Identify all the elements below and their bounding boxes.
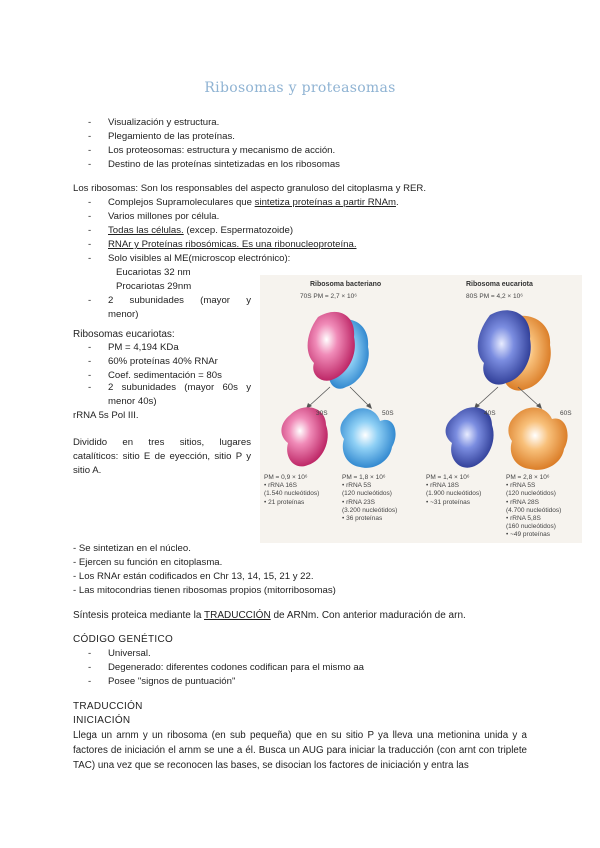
ribosomes-list (108, 196, 399, 266)
fact-item: - Las mitocondrias tienen ribosomas propios (mitorribosomas) (73, 585, 336, 596)
sites-line3: sitio A. (73, 465, 102, 476)
list-item: - Posee "signos de puntuación" (108, 675, 364, 689)
ribosomes-item3-underlined: Todas las células. (108, 225, 184, 236)
facts-list (73, 542, 336, 598)
label-60s: 60S (560, 410, 572, 417)
detail-line: (4.700 nucleótidos) (506, 506, 562, 514)
list-item (108, 238, 399, 252)
translation-heading: TRADUCCIÓN (73, 701, 143, 712)
sites-line1: Dividido en tres sitios, lugares (73, 437, 251, 448)
detail-line: • rRNA 5,8S (506, 515, 541, 523)
label-40s: 40S (484, 410, 496, 417)
ribosomes-item1-text: Complejos Supramoleculares que (108, 197, 255, 208)
ribosome-figure (260, 275, 582, 543)
initiation-heading: INICIACIÓN (73, 715, 131, 726)
synthesis-line (73, 609, 466, 623)
detail-line: • ~49 proteínas (506, 531, 551, 539)
detail-line: (1.900 nucleótidos) (426, 490, 482, 498)
dash: - (88, 295, 92, 306)
sites-paragraph (73, 436, 251, 478)
ribosomes-item3-text: (excep. Espermatozoide) (183, 225, 294, 236)
list-item: - Degenerado: diferentes codones codifican para el mismo aa (108, 661, 364, 675)
details-60s (506, 474, 561, 540)
list-item (108, 196, 399, 210)
eukaryotic-subunits (88, 381, 251, 409)
list-item (108, 224, 399, 238)
eukaryotic-ribosome-pm: 80S PM = 4,2 × 10⁶ (466, 293, 523, 300)
list-item: - Coef. sedimentación = 80s (108, 369, 222, 383)
detail-line: • rRNA 18S (426, 482, 459, 490)
detail-line: • rRNA 5S (342, 482, 372, 490)
split-arrows (308, 387, 540, 407)
eukaryotic-subunits-line2: menor 40s) (108, 396, 157, 407)
detail-line: • rRNA 5S (506, 482, 536, 490)
eukaryotic-80s-ribosome (478, 310, 551, 390)
detail-line: (120 nucleótidos) (342, 490, 392, 498)
list-item: - PM = 4,194 KDa (108, 341, 222, 355)
subunits-line1: 2 subunidades (mayor y (108, 295, 251, 306)
subunit-60s (508, 407, 567, 469)
ribosomes-item4-underlined: RNAr y Proteínas ribosómicas. Es una ribonucleoproteína. (108, 239, 357, 250)
genetic-code-list (108, 647, 364, 689)
list-item: - Universal. (108, 647, 364, 661)
synthesis-underlined: TRADUCCIÓN (204, 610, 271, 621)
detail-line: PM = 1,4 × 10⁶ (426, 474, 470, 481)
eukaryotic-ribosome-title: Ribosoma eucariota (466, 281, 533, 288)
detail-line: (120 nucleótidos) (506, 490, 556, 498)
dash: - (88, 382, 92, 393)
eukaryotic-list (108, 341, 222, 383)
rrna-pol: rRNA 5s Pol III. (73, 410, 139, 421)
detail-line: • 21 proteínas (264, 498, 305, 506)
detail-line: PM = 1,8 × 10⁶ (342, 474, 386, 481)
list-item: - Solo visibles al ME(microscop electrónico): (108, 252, 399, 266)
label-30s: 30S (316, 410, 328, 417)
initiation-paragraph: Llega un arnm y un ribosoma (en sub pequeña) que en su sitio P ya lleva una metionina unida y a factores de iniciación el arnm se une a él. Busca un AUG para iniciar la traducción (con arnt con triplete TAC) una vez que se reconocen las bases, se disocian los factores de iniciación y entra las (73, 730, 527, 771)
bacterial-ribosome-pm: 70S PM = 2,7 × 10⁶ (300, 293, 357, 300)
detail-line: (160 nucleótidos) (506, 523, 556, 531)
fact-item: - Se sintetizan en el núcleo. (73, 543, 191, 554)
detail-line: • rRNA 23S (342, 498, 375, 506)
details-30s (264, 474, 319, 507)
list-item: - Plegamiento de las proteínas. (108, 130, 340, 144)
eukaryote-size: Eucariotas 32 nm (116, 267, 191, 278)
eukaryotic-subunits-line1: 2 subunidades (mayor 60s y (108, 382, 251, 393)
document-title: Ribosomas y proteasomas (204, 80, 396, 96)
bacterial-ribosome-title: Ribosoma bacteriano (310, 281, 382, 288)
list-item: - Varios millones por célula. (108, 210, 399, 224)
detail-line: • rRNA 28S (506, 498, 539, 506)
prokaryote-size: Procariotas 29nm (116, 281, 192, 292)
ribosomes-item1-underlined: sintetiza proteínas a partir RNAm (254, 197, 396, 208)
list-item: - Destino de las proteínas sintetizadas en los ribosomas (108, 158, 340, 172)
details-50s (342, 474, 397, 523)
bacterial-70s-ribosome (308, 312, 369, 389)
arrow-heads (306, 403, 542, 409)
ribosomes-item1-end: . (395, 197, 399, 208)
list-item: - 60% proteínas 40% RNAr (108, 355, 222, 369)
detail-line: (1.540 nucleótidos) (264, 490, 320, 498)
sites-line2: catalíticos: sitio E de eyección, sitio P y (73, 451, 251, 462)
detail-line: • rRNA 16S (264, 482, 297, 490)
list-item: - Los proteosomas: estructura y mecanismo de acción. (108, 144, 340, 158)
details-40s (426, 474, 481, 507)
fact-item: - Los RNAr están codificados en Chr 13, 14, 15, 21 y 22. (73, 571, 314, 582)
synthesis-post: de ARNm. Con anterior maduración de arn. (270, 610, 466, 621)
fact-item: - Ejercen su función en citoplasma. (73, 557, 223, 568)
subunits-item (88, 294, 251, 322)
list-item: - Visualización y estructura. (108, 116, 340, 130)
detail-line: PM = 0,9 × 10⁶ (264, 474, 308, 481)
label-50s: 50S (382, 410, 394, 417)
ribosomes-heading: Los ribosomas: Son los responsables del aspecto granuloso del citoplasma y RER. (73, 183, 427, 194)
detail-line: PM = 2,8 × 10⁶ (506, 474, 550, 481)
intro-list (108, 116, 340, 172)
subunits-line2: menor) (108, 309, 139, 320)
detail-line: (3.200 nucleótidos) (342, 506, 398, 514)
eukaryotic-heading: Ribosomas eucariotas: (73, 329, 175, 340)
genetic-code-heading: CÓDIGO GENÉTICO (73, 634, 174, 645)
detail-line: • 36 proteínas (342, 515, 383, 523)
detail-line: • ~31 proteínas (426, 498, 471, 506)
synthesis-pre: Síntesis proteica mediante la (73, 610, 205, 621)
